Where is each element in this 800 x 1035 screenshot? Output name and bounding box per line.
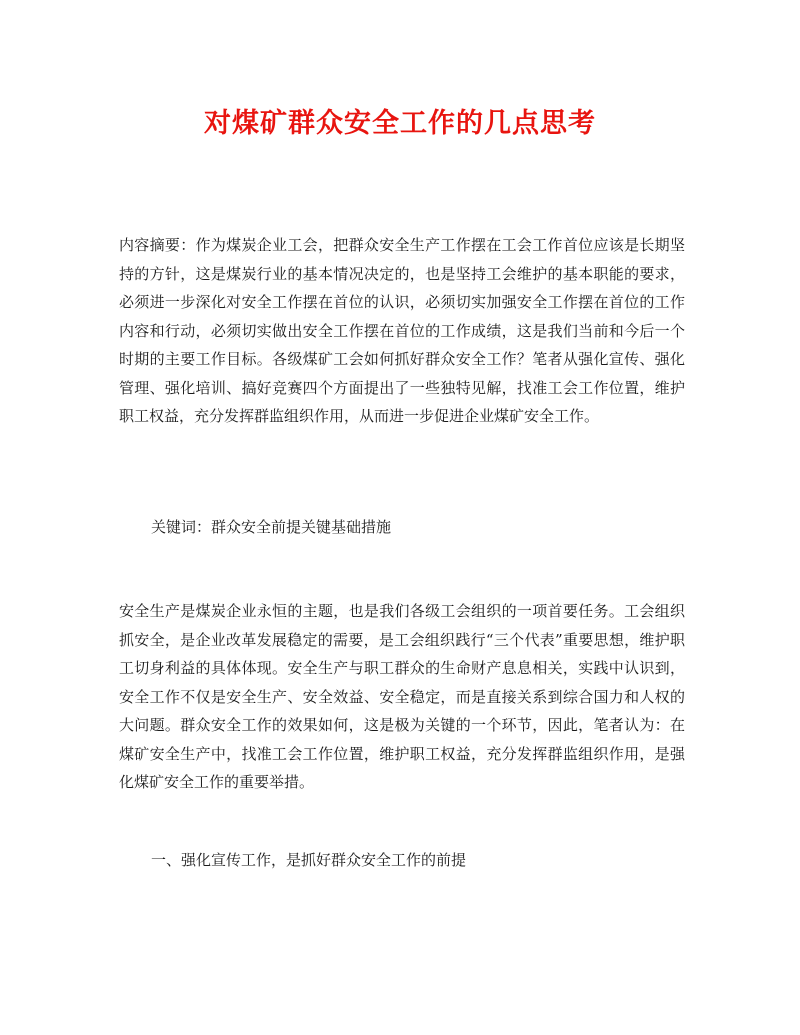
document-title: 对煤矿群众安全工作的几点思考 — [204, 108, 596, 139]
keywords-line: 关键词：群众安全前提关键基础措施 — [151, 518, 392, 536]
abstract-paragraph: 内容摘要：作为煤炭企业工会，把群众安全生产工作摆在工会工作首位应该是长期坚持的方针，这是煤炭行业的基本情况决定的，也是坚持工会维护的基本职能的要求，必须进一步深化对安全工作摆在首位的认识，必须切实加强安全工作摆在首位的工作内容和行动，必须切实做出安全工作摆在首位的工作成绩，这是我们当前和今后一个时期的主要工作目标。各级煤矿工会如何抓好群众安全工作？笔者从强化宣传、强化管理、强化培训、搞好竞赛四个方面提出了一些独特见解，找准工会工作位置，维护职工权益，充分发挥群监组织作用，从而进一步促进企业煤矿安全工作。 — [119, 236, 685, 425]
section-heading: 一、强化宣传工作，是抓好群众安全工作的前提 — [151, 851, 467, 869]
body-paragraph: 安全生产是煤炭企业永恒的主题，也是我们各级工会组织的一项首要任务。工会组织抓安全，是企业改革发展稳定的需要，是工会组织践行“三个代表”重要思想，维护职工切身利益的具体体现。安全生产与职工群众的生命财产息息相关，实践中认识到，安全工作不仅是安全生产、安全效益、安全稳定，而是直接关系到综合国力和人权的大问题。群众安全工作的效果如何，这是极为关键的一个环节，因此，笔者认为：在煤矿安全生产中，找准工会工作位置，维护职工权益，充分发挥群监组织作用，是强化煤矿安全工作的重要举措。 — [119, 602, 685, 791]
